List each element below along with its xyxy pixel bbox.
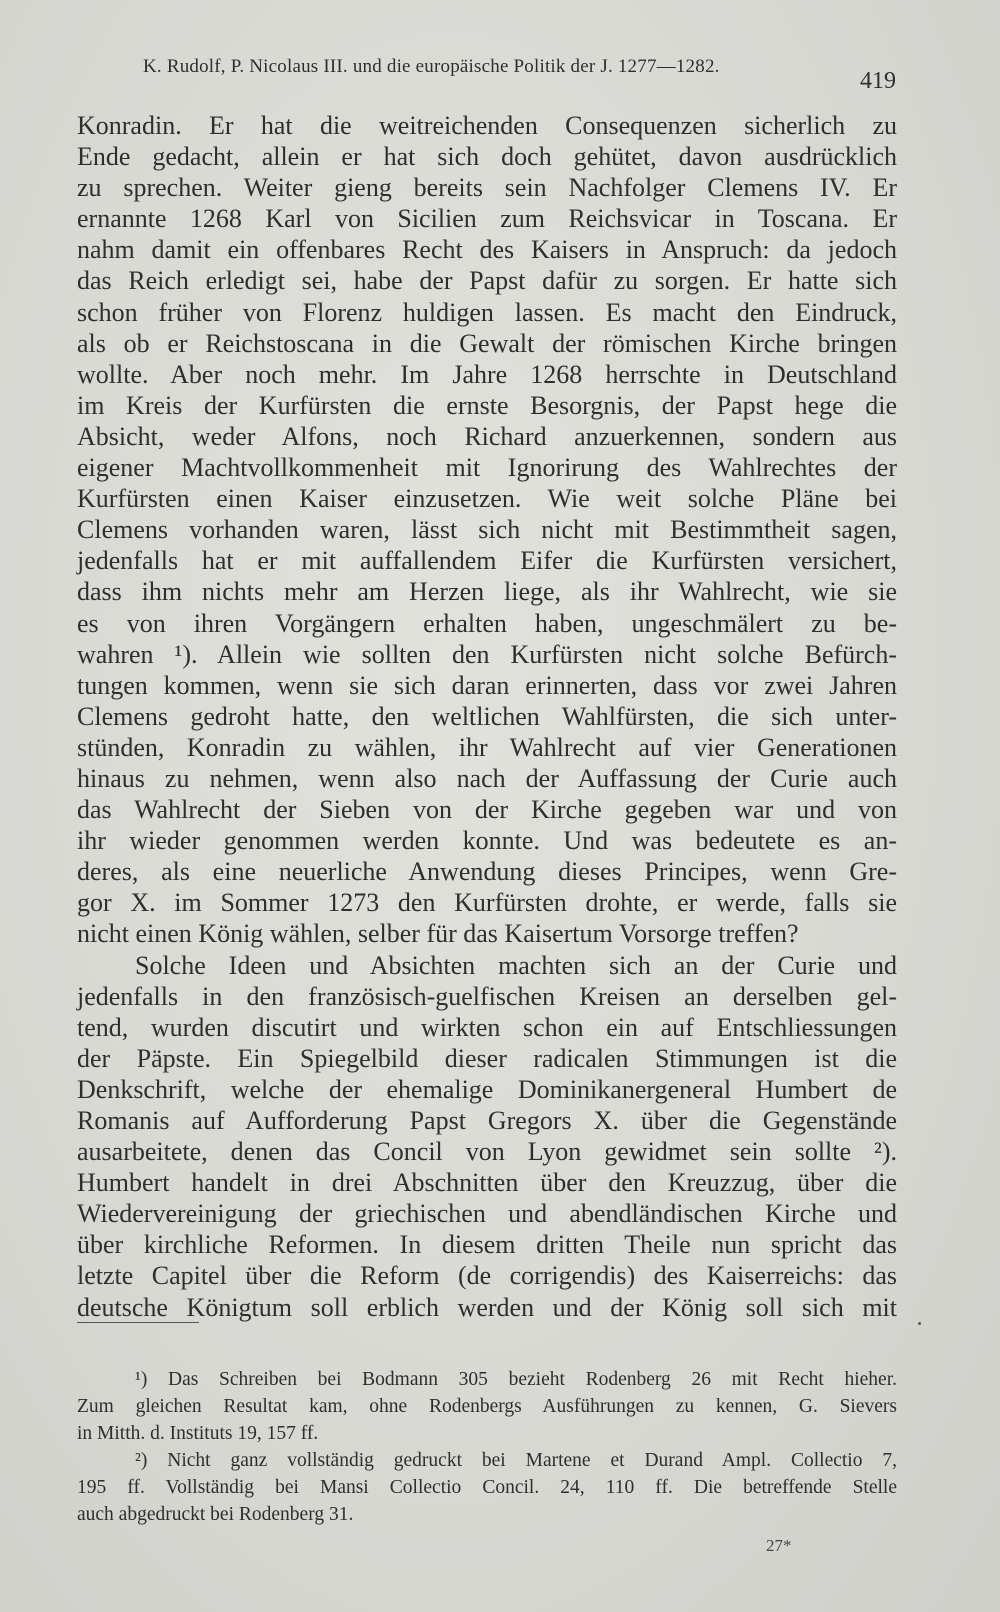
text-line: ihr wieder genommen werden konnte. Und was bedeutete es an- xyxy=(77,826,897,856)
text-line: Wiedervereinigung der griechischen und abendländischen Kirche und xyxy=(77,1199,897,1229)
footnote-line: ¹) Das Schreiben bei Bodmann 305 bezieht Rodenberg 26 mit Recht hieher. xyxy=(135,1369,897,1390)
text-line: Clemens gedroht hatte, den weltlichen Wahlfürsten, die sich unter- xyxy=(77,701,897,731)
text-line: schon früher von Florenz huldigen lassen. Es macht den Eindruck, xyxy=(77,297,897,327)
text-line: zu sprechen. Weiter gieng bereits sein Nachfolger Clemens IV. Er xyxy=(77,173,897,203)
text-line: tend, wurden discutirt und wirkten schon ein auf Entschliessungen xyxy=(77,1012,897,1042)
text-line: Ende gedacht, allein er hat sich doch gehütet, davon ausdrücklich xyxy=(77,142,897,172)
text-line: wollte. Aber noch mehr. Im Jahre 1268 herrschte in Deutschland xyxy=(77,359,897,389)
text-line: eigener Machtvollkommenheit mit Ignorirung des Wahlrechtes der xyxy=(77,453,897,483)
footnote-divider xyxy=(77,1322,199,1323)
text-line: Absicht, weder Alfons, noch Richard anzuerkennen, sondern aus xyxy=(77,421,897,451)
text-line: als ob er Reichstoscana in die Gewalt der römischen Kirche bringen xyxy=(77,328,897,358)
footnotes xyxy=(77,1366,897,1528)
text-line: deutsche Königtum soll erblich werden und der König soll sich mit xyxy=(77,1292,897,1322)
text-line: der Päpste. Ein Spiegelbild dieser radicalen Stimmungen ist die xyxy=(77,1043,897,1073)
text-line: das Wahlrecht der Sieben von der Kirche gegeben war und von xyxy=(77,795,897,825)
text-line: jedenfalls in den französisch-guelfischen Kreisen an derselben gel- xyxy=(77,981,897,1011)
footnote-line: ²) Nicht ganz vollständig gedruckt bei Martene et Durand Ampl. Collectio 7, xyxy=(135,1450,897,1471)
text-line: letzte Capitel über die Reform (de corrigendis) des Kaiserreichs: das xyxy=(77,1261,897,1291)
text-line: dass ihm nichts mehr am Herzen liege, als ihr Wahlrecht, wie sie xyxy=(77,577,897,607)
text-line: tungen kommen, wenn sie sich daran erinnerten, dass vor zwei Jahren xyxy=(77,670,897,700)
text-line: Denkschrift, welche der ehemalige Dominikanergeneral Humbert de xyxy=(77,1074,897,1104)
text-line: Kurfürsten einen Kaiser einzusetzen. Wie weit solche Pläne bei xyxy=(77,484,897,514)
text-line: das Reich erledigt sei, habe der Papst dafür zu sorgen. Er hatte sich xyxy=(77,266,897,296)
print-speck xyxy=(918,1322,921,1325)
footnote-line: 195 ff. Vollständig bei Mansi Collectio Concil. 24, 110 ff. Die betreffende Stelle xyxy=(77,1477,897,1498)
footnote-line: auch abgedruckt bei Rodenberg 31. xyxy=(77,1504,354,1525)
signature-mark: 27* xyxy=(766,1536,792,1555)
text-line: ausarbeitete, denen das Concil von Lyon gewidmet sein sollte ²). xyxy=(77,1137,897,1167)
body-text xyxy=(77,110,897,1323)
footnote-line: Zum gleichen Resultat kam, ohne Rodenbergs Ausführungen zu kennen, G. Sievers xyxy=(77,1396,897,1417)
text-line: ernannte 1268 Karl von Sicilien zum Reichsvicar in Toscana. Er xyxy=(77,204,897,234)
text-line: wahren ¹). Allein wie sollten den Kurfürsten nicht solche Befürch- xyxy=(77,639,897,669)
text-line: es von ihren Vorgängern erhalten haben, ungeschmälert zu be- xyxy=(77,608,897,638)
page-number: 419 xyxy=(860,68,896,94)
footnote-line: in Mitth. d. Instituts 19, 157 ff. xyxy=(77,1423,319,1444)
running-head: K. Rudolf, P. Nicolaus III. und die europäische Politik der J. 1277—1282. xyxy=(143,56,720,77)
text-line: Humbert handelt in drei Abschnitten über den Kreuzzug, über die xyxy=(77,1168,897,1198)
paragraph-start-line: Solche Ideen und Absichten machten sich an der Curie und xyxy=(135,950,897,980)
text-line: Konradin. Er hat die weitreichenden Consequenzen sicherlich zu xyxy=(77,111,897,140)
text-line: über kirchliche Reformen. In diesem dritten Theile nun spricht das xyxy=(77,1230,897,1260)
text-line: nahm damit ein offenbares Recht des Kaisers in Anspruch: da jedoch xyxy=(77,235,897,265)
text-line: Romanis auf Aufforderung Papst Gregors X. über die Gegenstände xyxy=(77,1106,897,1135)
text-line: nicht einen König wählen, selber für das Kaisertum Vorsorge treffen? xyxy=(77,919,799,949)
text-line: stünden, Konradin zu wählen, ihr Wahlrecht auf vier Generationen xyxy=(77,732,897,762)
text-line: jedenfalls hat er mit auffallendem Eifer die Kurfürsten versichert, xyxy=(77,546,897,576)
text-line: im Kreis der Kurfürsten die ernste Besorgnis, der Papst hege die xyxy=(77,390,897,420)
text-line: Clemens vorhanden waren, lässt sich nicht mit Bestimmtheit sagen, xyxy=(77,515,897,545)
text-line: gor X. im Sommer 1273 den Kurfürsten drohte, er werde, falls sie xyxy=(77,888,897,918)
text-line: hinaus zu nehmen, wenn also nach der Auffassung der Curie auch xyxy=(77,763,897,793)
text-line: deres, als eine neuerliche Anwendung dieses Principes, wenn Gre- xyxy=(77,857,897,887)
